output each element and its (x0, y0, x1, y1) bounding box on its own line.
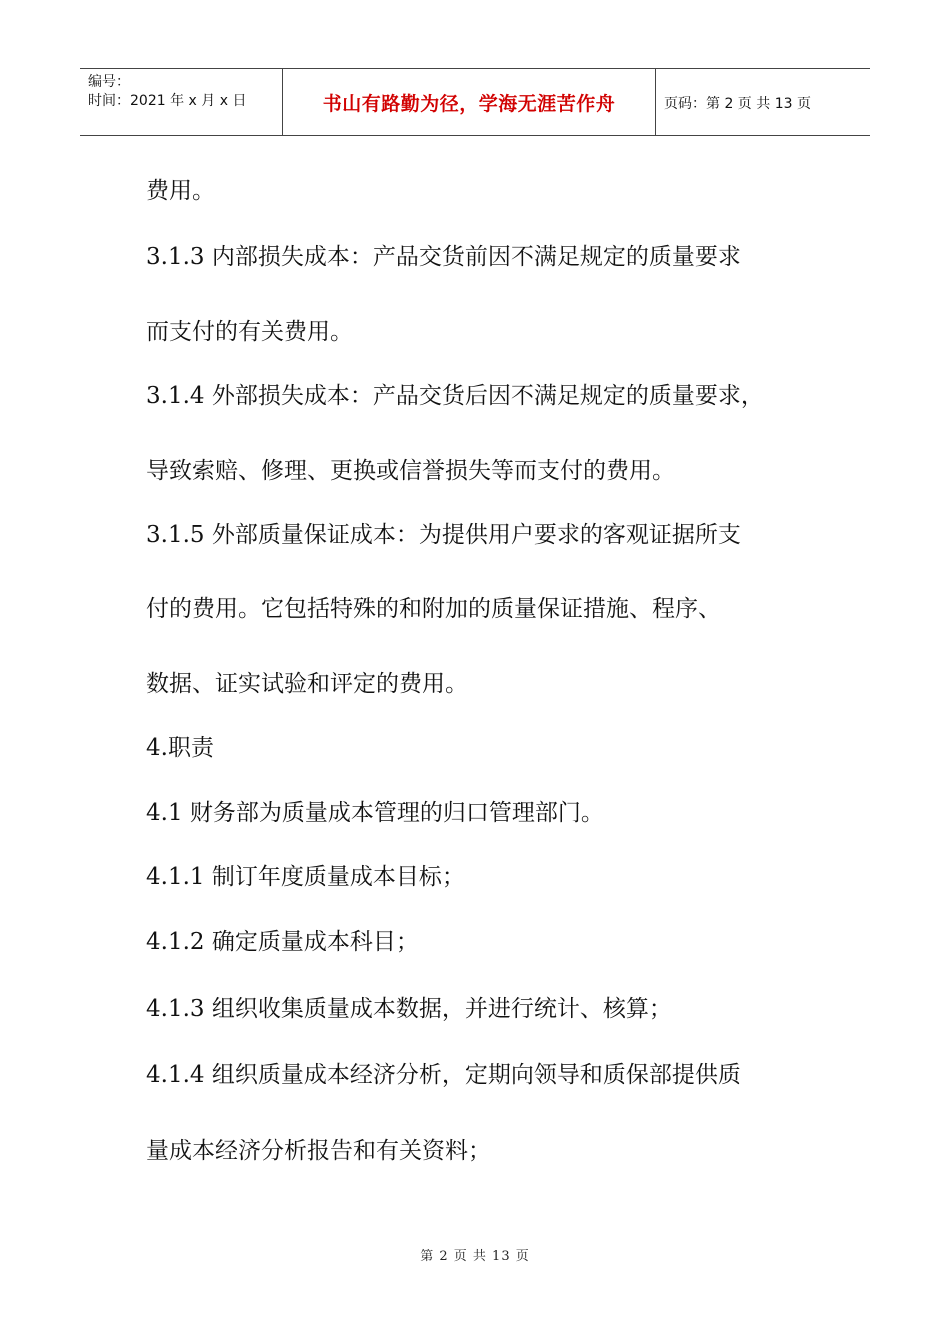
body-line: 而支付的有关费用。 (146, 319, 353, 345)
body-line: 数据、证实试验和评定的费用。 (146, 671, 468, 697)
body-line: 3.1.5 外部质量保证成本：为提供用户要求的客观证据所支 (146, 522, 741, 548)
body-line: 量成本经济分析报告和有关资料； (146, 1138, 491, 1164)
body-line: 4.1.3 组织收集质量成本数据，并进行统计、核算； (146, 996, 672, 1022)
document-number-label: 编号： (88, 74, 130, 90)
body-line: 导致索赔、修理、更换或信誉损失等而支付的费用。 (146, 458, 675, 484)
section-heading: 4.职责 (146, 735, 214, 761)
header-motto: 书山有路勤为径，学海无涯苦作舟 (322, 93, 616, 115)
body-line: 费用。 (146, 178, 215, 204)
body-line: 4.1.1 制订年度质量成本目标； (146, 864, 465, 890)
header-divider-right (655, 69, 656, 136)
header-meta (88, 73, 280, 111)
body-line: 4.1.2 确定质量成本科目； (146, 929, 419, 955)
header-page-number: 页码：第 2 页 共 13 页 (664, 95, 811, 112)
document-time-label: 时间：2021 年 x 月 x 日 (88, 93, 247, 109)
page-footer: 第 2 页 共 13 页 (420, 1249, 530, 1264)
body-line: 3.1.4 外部损失成本：产品交货后因不满足规定的质量要求， (146, 383, 764, 409)
document-header (80, 68, 870, 136)
body-line: 付的费用。它包括特殊的和附加的质量保证措施、程序、 (146, 596, 721, 622)
body-line: 3.1.3 内部损失成本：产品交货前因不满足规定的质量要求 (146, 244, 741, 270)
body-line: 4.1 财务部为质量成本管理的归口管理部门。 (146, 800, 604, 826)
body-line: 4.1.4 组织质量成本经济分析，定期向领导和质保部提供质 (146, 1062, 741, 1088)
